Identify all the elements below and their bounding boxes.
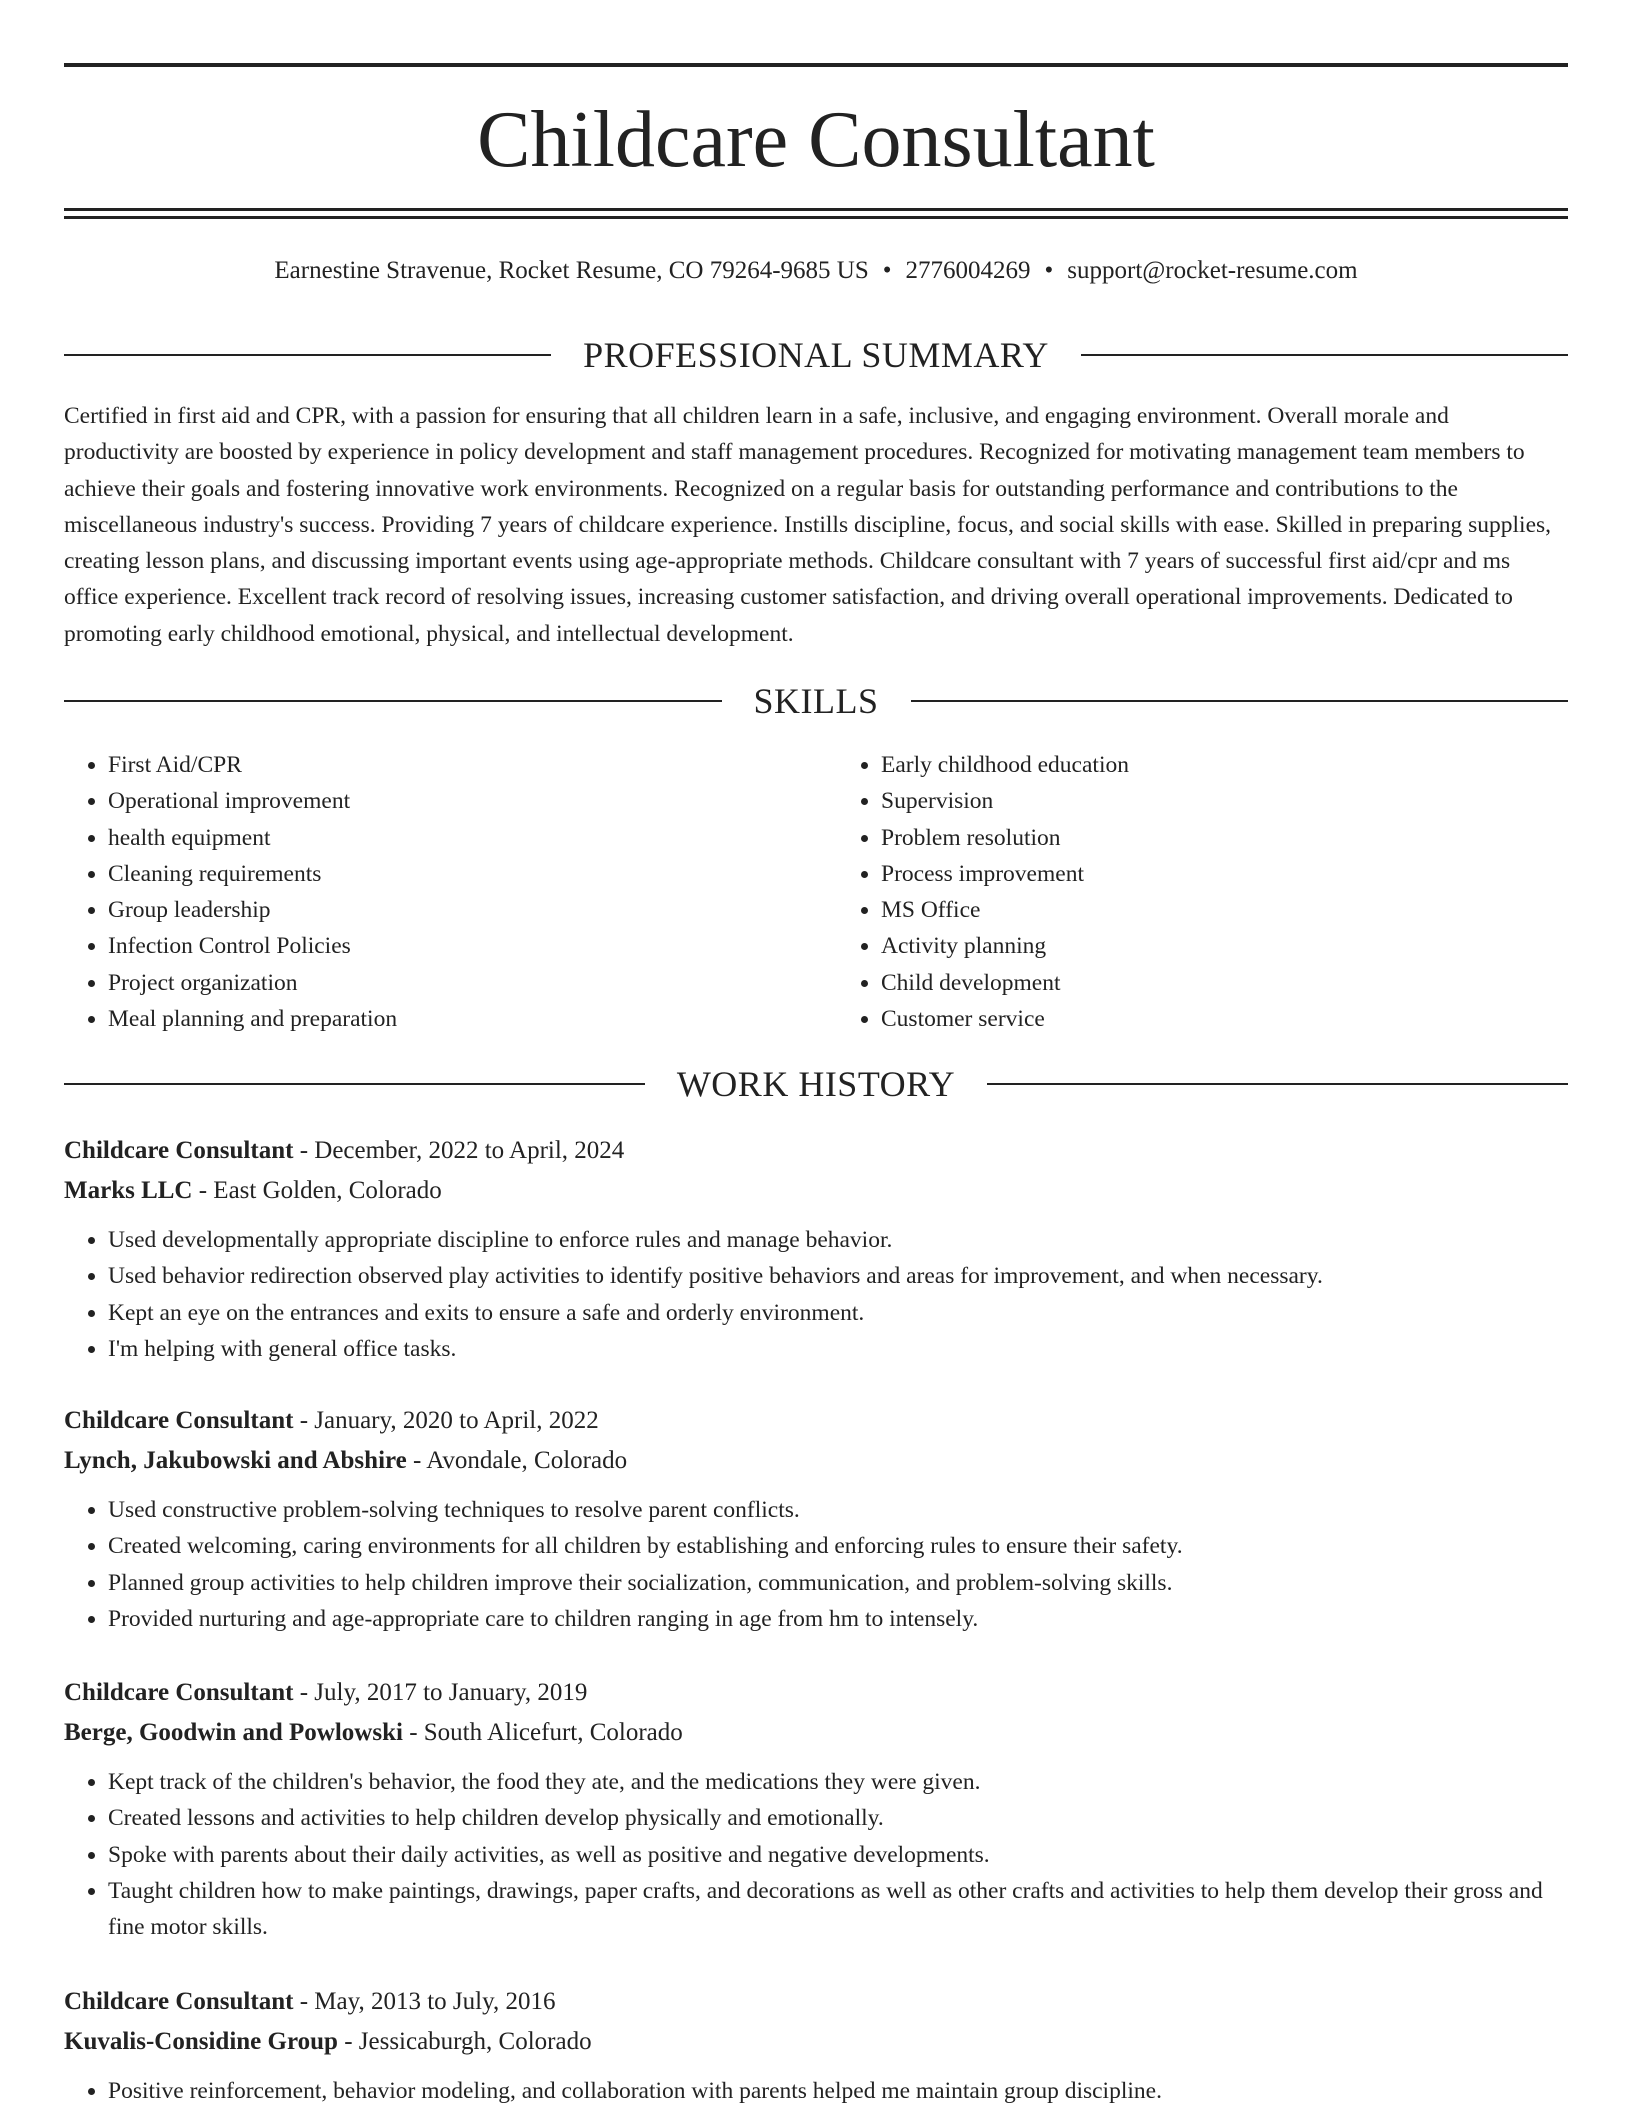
skill-item: • MS Office <box>881 892 1568 928</box>
job-entry <box>64 1983 1568 2109</box>
job-duty-item: • Created welcoming, caring environments for all children by establishing and enforcing rules to ensure their safety. <box>108 1528 1568 1564</box>
summary-section-heading <box>64 333 1568 377</box>
skill-item: • Process improvement <box>881 856 1568 892</box>
skill-item: • health equipment <box>108 820 795 856</box>
work-section-heading <box>64 1062 1568 1106</box>
skills-heading-label: SKILLS <box>753 681 879 721</box>
skill-item: • Customer service <box>881 1001 1568 1037</box>
job-duty-item: • I'm helping with general office tasks. <box>108 1331 1568 1367</box>
job-company: Kuvalis-Considine Group <box>64 2028 338 2055</box>
skills-section-heading <box>64 679 1568 723</box>
skills-column-right <box>837 747 1568 1037</box>
job-duties <box>64 1492 1568 1637</box>
job-entry <box>64 1132 1568 1367</box>
job-dates: - May, 2013 to July, 2016 <box>293 1988 556 2015</box>
job-dates: - January, 2020 to April, 2022 <box>293 1407 599 1434</box>
job-title-line <box>64 1674 1568 1712</box>
job-duties <box>64 2073 1568 2109</box>
skill-item: • Supervision <box>881 783 1568 819</box>
job-title: Childcare Consultant <box>64 1679 294 1706</box>
contact-separator: • <box>1044 257 1054 284</box>
job-duty-item: • Used constructive problem-solving techniques to resolve parent conflicts. <box>108 1492 1568 1528</box>
skills-column-left <box>64 747 795 1037</box>
top-rule <box>64 63 1568 67</box>
heading-rule-right <box>1081 354 1568 356</box>
job-location: - Avondale, Colorado <box>406 1447 628 1474</box>
job-duty-item: • Used developmentally appropriate discipline to enforce rules and manage behavior. <box>108 1222 1568 1258</box>
job-entry <box>64 1402 1568 1637</box>
job-company-line <box>64 1714 1568 1752</box>
heading-rule-right <box>987 1083 1568 1085</box>
job-duties <box>64 1222 1568 1367</box>
skill-item: • Project organization <box>108 965 795 1001</box>
skill-item: • Cleaning requirements <box>108 856 795 892</box>
skill-item: • Operational improvement <box>108 783 795 819</box>
job-duty-item: • Used behavior redirection observed play activities to identify positive behaviors and areas for improvement, and when necessary. <box>108 1258 1568 1294</box>
job-duties <box>64 1764 1568 1945</box>
title-double-rule-upper <box>64 208 1568 211</box>
job-location: - South Alicefurt, Colorado <box>402 1719 683 1746</box>
skill-item: • Infection Control Policies <box>108 928 795 964</box>
skill-item: • First Aid/CPR <box>108 747 795 783</box>
job-company: Lynch, Jakubowski and Abshire <box>64 1447 407 1474</box>
summary-text: Certified in first aid and CPR, with a passion for ensuring that all children learn in a safe, inclusive, and engaging environment. Overall morale and productivity are boosted by experience in policy development and staff management procedures. Recognized for motivating management team members to achieve their goals and fostering innovative work environments. Recognized on a regular basis for outstanding performance and contributions to the miscellaneous industry's success. Providing 7 years of childcare experience. Instills discipline, focus, and social skills with ease. Skilled in preparing supplies, creating lesson plans, and discussing important events using age-appropriate methods. Childcare consultant with 7 years of successful first aid/cpr and ms office experience. Excellent track record of resolving issues, increasing customer satisfaction, and driving overall operational improvements. Dedicated to promoting early childhood emotional, physical, and intellectual development. <box>64 403 1552 647</box>
job-title: Childcare Consultant <box>64 1407 294 1434</box>
job-duty-item: • Positive reinforcement, behavior modeling, and collaboration with parents helped me maintain group discipline. <box>108 2073 1568 2109</box>
skill-item: • Early childhood education <box>881 747 1568 783</box>
heading-rule-left <box>64 700 722 702</box>
title-double-rule-lower <box>64 216 1568 219</box>
skill-item: • Problem resolution <box>881 820 1568 856</box>
job-company-line <box>64 1442 1568 1480</box>
job-company: Berge, Goodwin and Powlowski <box>64 1719 403 1746</box>
job-duty-item: • Provided nurturing and age-appropriate care to children ranging in age from hm to intensely. <box>108 1601 1568 1637</box>
job-title: Childcare Consultant <box>64 1137 294 1164</box>
job-title: Childcare Consultant <box>64 1988 294 2015</box>
heading-rule-right <box>911 700 1569 702</box>
job-duty-item: • Spoke with parents about their daily activities, as well as positive and negative developments. <box>108 1837 1568 1873</box>
contact-separator: • <box>882 257 892 284</box>
job-location: - Jessicaburgh, Colorado <box>337 2028 592 2055</box>
skill-item: • Group leadership <box>108 892 795 928</box>
skill-item: • Child development <box>881 965 1568 1001</box>
job-title-line <box>64 1983 1568 2021</box>
contact-line <box>64 253 1568 289</box>
job-dates: - July, 2017 to January, 2019 <box>293 1679 588 1706</box>
job-dates: - December, 2022 to April, 2024 <box>293 1137 625 1164</box>
heading-rule-left <box>64 354 551 356</box>
heading-rule-left <box>64 1083 645 1085</box>
contact-address: Earnestine Stravenue, Rocket Resume, CO 79264-9685 US <box>274 257 869 284</box>
job-duty-item: • Kept an eye on the entrances and exits to ensure a safe and orderly environment. <box>108 1295 1568 1331</box>
skills-list <box>64 747 1568 1037</box>
job-entry <box>64 1674 1568 1945</box>
job-company: Marks LLC <box>64 1177 193 1204</box>
job-duty-item: • Taught children how to make paintings, drawings, paper crafts, and decorations as well as other crafts and activities to help them develop their gross and fine motor skills. <box>108 1873 1568 1946</box>
job-company-line <box>64 1172 1568 1210</box>
job-duty-item: • Created lessons and activities to help children develop physically and emotionally. <box>108 1800 1568 1836</box>
resume-title: Childcare Consultant <box>477 96 1155 184</box>
contact-phone: 2776004269 <box>905 257 1031 284</box>
job-duty-item: • Planned group activities to help children improve their socialization, communication, and problem-solving skills. <box>108 1565 1568 1601</box>
work-heading-label: WORK HISTORY <box>676 1064 956 1104</box>
summary-heading-label: PROFESSIONAL SUMMARY <box>583 335 1049 375</box>
job-duty-item: • Kept track of the children's behavior, the food they ate, and the medications they were given. <box>108 1764 1568 1800</box>
contact-email: support@rocket-resume.com <box>1067 257 1358 284</box>
skill-item: • Activity planning <box>881 928 1568 964</box>
job-company-line <box>64 2023 1568 2061</box>
skill-item: • Meal planning and preparation <box>108 1001 795 1037</box>
job-title-line <box>64 1132 1568 1170</box>
job-location: - East Golden, Colorado <box>192 1177 442 1204</box>
job-title-line <box>64 1402 1568 1440</box>
